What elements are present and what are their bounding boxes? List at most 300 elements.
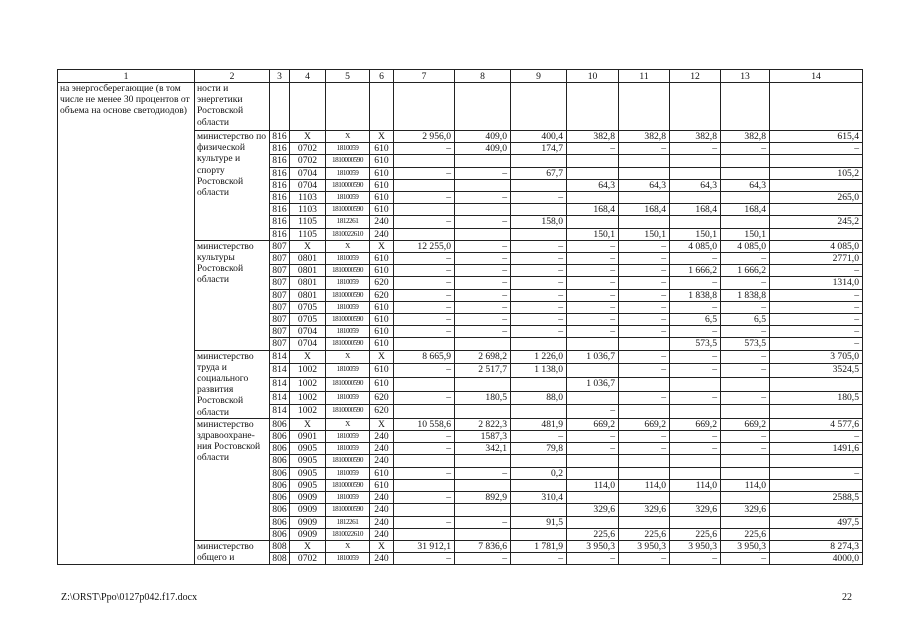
expense-type-code: 240	[370, 504, 394, 516]
target-article-code: 1810000590	[326, 204, 370, 216]
amount-cell	[770, 179, 863, 191]
amount-cell: –	[511, 301, 567, 313]
amount-cell	[511, 504, 567, 516]
chapter-code: 816	[270, 204, 290, 216]
amount-cell	[394, 338, 455, 350]
amount-cell: –	[567, 143, 619, 155]
amount-cell	[567, 455, 619, 467]
amount-cell	[455, 528, 511, 540]
amount-cell: 64,3	[670, 179, 721, 191]
amount-cell: –	[770, 314, 863, 326]
amount-cell: –	[670, 143, 721, 155]
expense-type-code: 240	[370, 228, 394, 240]
amount-cell: –	[567, 405, 619, 419]
amount-cell	[567, 492, 619, 504]
section-code: 0905	[290, 467, 326, 479]
amount-cell	[721, 405, 770, 419]
amount-cell: –	[670, 364, 721, 378]
section-code: 0909	[290, 504, 326, 516]
column-number: 4	[290, 70, 326, 83]
section-code: 1105	[290, 216, 326, 228]
chapter-code: 816	[270, 143, 290, 155]
amount-cell: 2 822,3	[455, 418, 511, 430]
amount-cell: 3 950,3	[670, 540, 721, 552]
amount-cell: 4 085,0	[770, 240, 863, 252]
amount-cell	[721, 377, 770, 391]
column-number: 7	[394, 70, 455, 83]
column-number: 11	[619, 70, 670, 83]
amount-cell: –	[455, 301, 511, 313]
target-article-code: 1810059	[326, 364, 370, 378]
expense-type-code: 610	[370, 314, 394, 326]
target-article-code: 1810059	[326, 192, 370, 204]
expense-type-code: 610	[370, 204, 394, 216]
target-article-code: 1810059	[326, 326, 370, 338]
amount-cell: 2 956,0	[394, 131, 455, 143]
amount-cell: –	[394, 431, 455, 443]
chapter-code: 814	[270, 405, 290, 419]
target-article-code: 1810000590	[326, 504, 370, 516]
amount-cell: –	[567, 431, 619, 443]
amount-cell: –	[567, 314, 619, 326]
amount-cell	[770, 228, 863, 240]
amount-cell	[394, 405, 455, 419]
amount-cell	[619, 155, 670, 167]
amount-cell: –	[721, 326, 770, 338]
amount-cell: –	[619, 143, 670, 155]
amount-cell: –	[721, 364, 770, 378]
amount-cell	[567, 155, 619, 167]
section-code: 0704	[290, 167, 326, 179]
section-code: Х	[290, 350, 326, 364]
amount-cell: 10 558,6	[394, 418, 455, 430]
amount-cell	[394, 504, 455, 516]
amount-cell: 67,7	[511, 167, 567, 179]
amount-cell: –	[670, 443, 721, 455]
amount-cell: 225,6	[619, 528, 670, 540]
amount-cell: –	[567, 277, 619, 289]
amount-cell: –	[619, 289, 670, 301]
amount-cell: –	[721, 253, 770, 265]
amount-cell: 150,1	[619, 228, 670, 240]
amount-cell: 174,7	[511, 143, 567, 155]
target-article-code: Х	[326, 131, 370, 143]
amount-cell: 573,5	[721, 338, 770, 350]
amount-cell: –	[394, 516, 455, 528]
expense-type-code: 610	[370, 338, 394, 350]
amount-cell: –	[670, 301, 721, 313]
amount-cell: 150,1	[670, 228, 721, 240]
target-article-code: 1810022610	[326, 228, 370, 240]
chapter-code: 807	[270, 301, 290, 313]
chapter-code: 816	[270, 179, 290, 191]
table-cell	[511, 83, 567, 131]
amount-cell: 88,0	[511, 391, 567, 405]
chapter-code: 806	[270, 418, 290, 430]
amount-cell: –	[455, 516, 511, 528]
amount-cell: 91,5	[511, 516, 567, 528]
amount-cell: –	[394, 391, 455, 405]
expense-type-code: Х	[370, 540, 394, 552]
amount-cell: 64,3	[721, 179, 770, 191]
amount-cell	[511, 338, 567, 350]
amount-cell	[770, 155, 863, 167]
chapter-code: 806	[270, 443, 290, 455]
target-article-code: 1812261	[326, 516, 370, 528]
chapter-code: 807	[270, 289, 290, 301]
amount-cell: 497,5	[770, 516, 863, 528]
target-article-code: 1810000590	[326, 314, 370, 326]
amount-cell	[619, 338, 670, 350]
amount-cell: –	[511, 192, 567, 204]
amount-cell: –	[567, 553, 619, 565]
column-number-row	[58, 70, 863, 83]
amount-cell: 382,8	[670, 131, 721, 143]
target-article-code: 1810059	[326, 443, 370, 455]
amount-cell: –	[394, 301, 455, 313]
table-cell	[290, 83, 326, 131]
target-article-code: 1810059	[326, 391, 370, 405]
target-article-code: 1810059	[326, 492, 370, 504]
amount-cell: 158,0	[511, 216, 567, 228]
amount-cell: 225,6	[567, 528, 619, 540]
amount-cell: 573,5	[670, 338, 721, 350]
amount-cell: 105,2	[770, 167, 863, 179]
section-code: 0702	[290, 553, 326, 565]
amount-cell	[770, 528, 863, 540]
section-code: Х	[290, 240, 326, 252]
chapter-code: 816	[270, 216, 290, 228]
amount-cell: 2 698,2	[455, 350, 511, 364]
chapter-code: 807	[270, 253, 290, 265]
expense-type-code: 610	[370, 265, 394, 277]
amount-cell: 1 036,7	[567, 377, 619, 391]
amount-cell: –	[455, 216, 511, 228]
amount-cell: 168,4	[721, 204, 770, 216]
amount-cell: –	[455, 277, 511, 289]
amount-cell: 329,6	[721, 504, 770, 516]
amount-cell: –	[394, 326, 455, 338]
amount-cell: 1 036,7	[567, 350, 619, 364]
target-article-code: 1810000590	[326, 155, 370, 167]
amount-cell	[567, 216, 619, 228]
amount-cell: 168,4	[670, 204, 721, 216]
amount-cell: –	[721, 443, 770, 455]
target-article-code: 1810059	[326, 301, 370, 313]
amount-cell	[619, 167, 670, 179]
target-article-code: 1810000590	[326, 179, 370, 191]
amount-cell: –	[394, 192, 455, 204]
amount-cell: 1 838,8	[670, 289, 721, 301]
amount-cell	[670, 377, 721, 391]
expense-type-code: 240	[370, 516, 394, 528]
amount-cell: 6,5	[670, 314, 721, 326]
chapter-code: 814	[270, 377, 290, 391]
amount-cell	[455, 338, 511, 350]
table-cell	[370, 83, 394, 131]
table-row	[58, 83, 863, 131]
amount-cell: –	[770, 289, 863, 301]
section-code: 1002	[290, 364, 326, 378]
amount-cell	[770, 405, 863, 419]
chapter-code: 806	[270, 504, 290, 516]
amount-cell: –	[567, 253, 619, 265]
expense-type-code: Х	[370, 240, 394, 252]
target-article-code: 1810000590	[326, 289, 370, 301]
amount-cell: –	[567, 240, 619, 252]
section-code: 1103	[290, 204, 326, 216]
section-code: 0705	[290, 314, 326, 326]
amount-cell: –	[511, 277, 567, 289]
amount-cell	[455, 377, 511, 391]
amount-cell: 1587,3	[455, 431, 511, 443]
section-code: 0909	[290, 492, 326, 504]
amount-cell: –	[511, 314, 567, 326]
amount-cell: –	[619, 253, 670, 265]
table-cell	[394, 83, 455, 131]
column-number: 1	[58, 70, 195, 83]
amount-cell: –	[511, 553, 567, 565]
amount-cell: –	[455, 314, 511, 326]
amount-cell: 409,0	[455, 131, 511, 143]
column-number: 13	[721, 70, 770, 83]
section-code: 0704	[290, 326, 326, 338]
amount-cell: –	[619, 391, 670, 405]
amount-cell: –	[619, 350, 670, 364]
amount-cell	[619, 405, 670, 419]
amount-cell	[511, 405, 567, 419]
amount-cell: 4 085,0	[721, 240, 770, 252]
target-article-code: Х	[326, 350, 370, 364]
amount-cell: 245,2	[770, 216, 863, 228]
amount-cell	[567, 167, 619, 179]
expense-type-code: 610	[370, 143, 394, 155]
amount-cell: –	[394, 143, 455, 155]
expense-type-code: 240	[370, 553, 394, 565]
amount-cell: –	[567, 443, 619, 455]
amount-cell	[721, 155, 770, 167]
amount-cell: –	[770, 431, 863, 443]
amount-cell: 382,8	[721, 131, 770, 143]
chapter-code: 814	[270, 364, 290, 378]
amount-cell	[567, 192, 619, 204]
amount-cell: –	[721, 350, 770, 364]
chapter-code: 807	[270, 326, 290, 338]
amount-cell: –	[770, 143, 863, 155]
amount-cell	[511, 155, 567, 167]
expense-type-code: Х	[370, 418, 394, 430]
amount-cell	[394, 179, 455, 191]
amount-cell	[455, 405, 511, 419]
amount-cell	[394, 455, 455, 467]
amount-cell: 669,2	[721, 418, 770, 430]
amount-cell: –	[394, 443, 455, 455]
amount-cell	[394, 377, 455, 391]
ministry-name: министерство здравоохране-ния Ростовской области	[195, 418, 270, 540]
target-article-code: 1810000590	[326, 377, 370, 391]
amount-cell	[567, 391, 619, 405]
amount-cell: –	[619, 314, 670, 326]
amount-cell: –	[770, 301, 863, 313]
footer-file-path: Z:\ORST\Ppo\0127p042.f17.docx	[61, 592, 198, 603]
amount-cell	[619, 455, 670, 467]
amount-cell	[670, 467, 721, 479]
expense-type-code: 610	[370, 253, 394, 265]
table-cell	[721, 83, 770, 131]
chapter-code: 807	[270, 265, 290, 277]
amount-cell: –	[670, 553, 721, 565]
amount-cell	[770, 479, 863, 491]
column-number: 9	[511, 70, 567, 83]
amount-cell	[394, 228, 455, 240]
table-cell	[670, 83, 721, 131]
amount-cell: –	[721, 391, 770, 405]
section-code: 1105	[290, 228, 326, 240]
amount-cell: –	[567, 265, 619, 277]
amount-cell	[721, 192, 770, 204]
target-article-code: 1810000590	[326, 265, 370, 277]
amount-cell: 329,6	[567, 504, 619, 516]
amount-cell: 265,0	[770, 192, 863, 204]
amount-cell: –	[394, 492, 455, 504]
amount-cell: –	[394, 553, 455, 565]
target-article-code: 1810059	[326, 253, 370, 265]
amount-cell: –	[567, 326, 619, 338]
amount-cell: 79,8	[511, 443, 567, 455]
amount-cell	[455, 479, 511, 491]
amount-cell	[511, 204, 567, 216]
amount-cell	[455, 155, 511, 167]
target-article-code: 1810000590	[326, 338, 370, 350]
amount-cell	[455, 504, 511, 516]
footer-page-number: 22	[842, 592, 852, 603]
target-article-code: 1810000590	[326, 455, 370, 467]
ministry-name: министерство по физической культуре и спорту Ростовской области	[195, 131, 270, 241]
expense-type-code: 240	[370, 528, 394, 540]
amount-cell: –	[670, 277, 721, 289]
amount-cell	[394, 528, 455, 540]
chapter-code: 806	[270, 455, 290, 467]
expense-type-code: 240	[370, 431, 394, 443]
amount-cell	[670, 405, 721, 419]
section-code: 0905	[290, 455, 326, 467]
target-article-code: 1810059	[326, 143, 370, 155]
column-number: 10	[567, 70, 619, 83]
amount-cell: 329,6	[670, 504, 721, 516]
section-code: 0905	[290, 479, 326, 491]
amount-cell: –	[394, 467, 455, 479]
amount-cell: –	[770, 338, 863, 350]
target-article-code: 1810059	[326, 167, 370, 179]
amount-cell	[721, 167, 770, 179]
amount-cell: 4000,0	[770, 553, 863, 565]
chapter-code: 808	[270, 540, 290, 552]
section-code: 0909	[290, 528, 326, 540]
column-number: 8	[455, 70, 511, 83]
amount-cell: –	[455, 553, 511, 565]
expense-type-code: 610	[370, 179, 394, 191]
amount-cell	[670, 492, 721, 504]
section-code: 0909	[290, 516, 326, 528]
amount-cell: 2771,0	[770, 253, 863, 265]
amount-cell: 1491,6	[770, 443, 863, 455]
section-code: 1002	[290, 405, 326, 419]
section-code: 0702	[290, 155, 326, 167]
amount-cell: –	[394, 277, 455, 289]
expense-type-code: 620	[370, 289, 394, 301]
expense-type-code: 620	[370, 405, 394, 419]
amount-cell: –	[567, 289, 619, 301]
amount-cell: 7 836,6	[455, 540, 511, 552]
amount-cell: –	[770, 265, 863, 277]
amount-cell: 4 085,0	[670, 240, 721, 252]
amount-cell: –	[511, 240, 567, 252]
chapter-code: 814	[270, 350, 290, 364]
amount-cell	[670, 455, 721, 467]
amount-cell	[511, 377, 567, 391]
expense-type-code: 240	[370, 492, 394, 504]
amount-cell: 1 666,2	[721, 265, 770, 277]
target-article-code: 1810000590	[326, 405, 370, 419]
table-cell	[326, 83, 370, 131]
expense-type-code: 610	[370, 364, 394, 378]
amount-cell: –	[770, 326, 863, 338]
chapter-code: 816	[270, 192, 290, 204]
amount-cell	[394, 155, 455, 167]
expense-type-code: 610	[370, 155, 394, 167]
amount-cell: –	[567, 301, 619, 313]
amount-cell: 3 705,0	[770, 350, 863, 364]
target-article-code: 1810059	[326, 553, 370, 565]
expense-type-code: 610	[370, 377, 394, 391]
chapter-code: 816	[270, 131, 290, 143]
ministry-name: министерство культуры Ростовской области	[195, 240, 270, 350]
amount-cell: 481,9	[511, 418, 567, 430]
ministry-name: министерство общего и	[195, 540, 270, 564]
amount-cell: –	[511, 431, 567, 443]
amount-cell: 168,4	[619, 204, 670, 216]
expense-type-code: 240	[370, 443, 394, 455]
amount-cell	[721, 516, 770, 528]
amount-cell	[619, 377, 670, 391]
amount-cell	[567, 516, 619, 528]
amount-cell	[619, 192, 670, 204]
amount-cell	[770, 204, 863, 216]
amount-cell: –	[394, 314, 455, 326]
amount-cell: –	[770, 467, 863, 479]
amount-cell: 1 138,0	[511, 364, 567, 378]
amount-cell: –	[721, 431, 770, 443]
chapter-code: 816	[270, 167, 290, 179]
amount-cell	[619, 216, 670, 228]
amount-cell: 1314,0	[770, 277, 863, 289]
expense-type-code: Х	[370, 350, 394, 364]
budget-table	[57, 69, 863, 565]
amount-cell: 1 666,2	[670, 265, 721, 277]
amount-cell: –	[394, 253, 455, 265]
amount-cell: –	[670, 326, 721, 338]
amount-cell	[455, 455, 511, 467]
table-cell	[770, 83, 863, 131]
amount-cell: –	[455, 192, 511, 204]
column-number: 2	[195, 70, 270, 83]
amount-cell	[619, 492, 670, 504]
target-article-code: 1810022610	[326, 528, 370, 540]
amount-cell: 114,0	[567, 479, 619, 491]
amount-cell: –	[619, 553, 670, 565]
target-article-code: Х	[326, 418, 370, 430]
amount-cell: 64,3	[567, 179, 619, 191]
